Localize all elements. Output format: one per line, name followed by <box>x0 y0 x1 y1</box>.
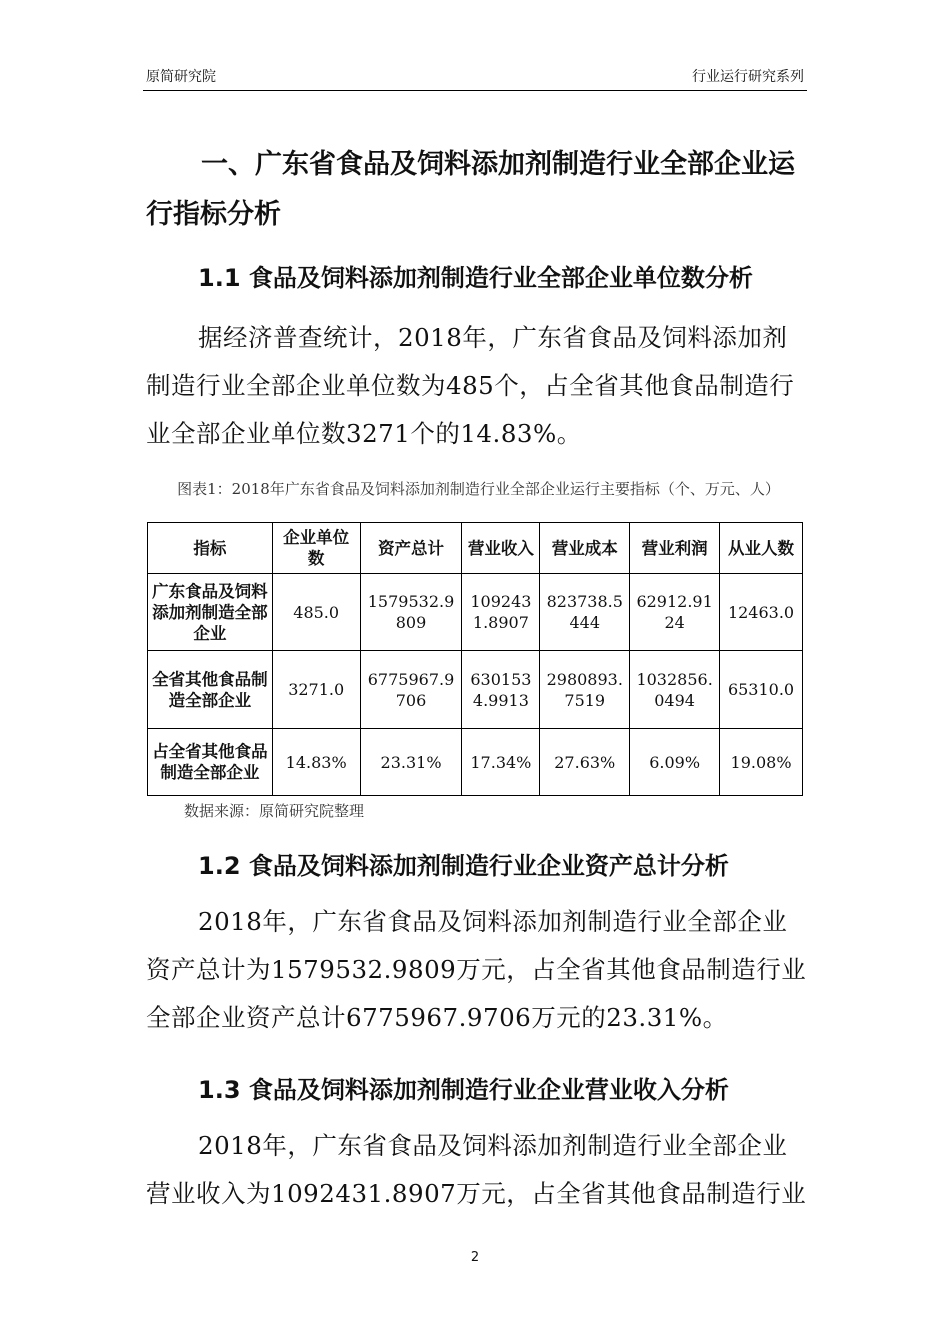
header-cell: 营业利润 <box>630 523 720 574</box>
cell: 27.63% <box>540 729 630 796</box>
cell: 14.83% <box>272 729 360 796</box>
cell: 23.31% <box>360 729 462 796</box>
header-right: 行业运行研究系列 <box>692 69 804 85</box>
paragraph: 2018年，广东省食品及饲料添加剂制造行业全部企业营业收入为1092431.8907万元，占全省其他食品制造行业 <box>146 1131 807 1208</box>
header-left: 原简研究院 <box>146 69 216 85</box>
table-source: 数据来源：原简研究院整理 <box>184 802 365 820</box>
paragraph: 2018年，广东省食品及饲料添加剂制造行业全部企业资产总计为1579532.9809万元，占全省其他食品制造行业全部企业资产总计6775967.9706万元的23.31%。 <box>146 907 807 1032</box>
table-row <box>148 729 803 796</box>
header-cell: 企业单位数 <box>272 523 360 574</box>
page-number: 2 <box>470 1250 480 1265</box>
cell: 19.08% <box>720 729 803 796</box>
section-heading: 1.1 食品及饲料添加剂制造行业全部企业单位数分析 <box>198 264 753 292</box>
indicators-table <box>147 522 803 796</box>
cell: 65310.0 <box>720 651 803 729</box>
header-divider <box>143 90 807 91</box>
chapter-title: 一、广东省食品及饲料添加剂制造行业全部企业运行指标分析 <box>146 149 795 230</box>
cell: 485.0 <box>272 574 360 651</box>
cell: 6301534.9913 <box>462 651 540 729</box>
header-cell: 资产总计 <box>360 523 462 574</box>
row-label: 全省其他食品制造全部企业 <box>148 651 273 729</box>
header-cell: 指标 <box>148 523 273 574</box>
cell: 12463.0 <box>720 574 803 651</box>
cell: 17.34% <box>462 729 540 796</box>
table-row <box>148 574 803 651</box>
cell: 3271.0 <box>272 651 360 729</box>
paragraph: 据经济普查统计，2018年，广东省食品及饲料添加剂制造行业全部企业单位数为485个，占全省其他食品制造行业全部企业单位数3271个的14.83%。 <box>146 323 795 448</box>
row-label: 广东食品及饲料添加剂制造全部企业 <box>148 574 273 651</box>
cell: 1092431.8907 <box>462 574 540 651</box>
table-caption: 图表1：2018年广东省食品及饲料添加剂制造行业全部企业运行主要指标（个、万元、人） <box>177 480 780 498</box>
row-label: 占全省其他食品制造全部企业 <box>148 729 273 796</box>
header-cell: 营业收入 <box>462 523 540 574</box>
header-cell: 营业成本 <box>540 523 630 574</box>
header-cell: 从业人数 <box>720 523 803 574</box>
section-heading: 1.3 食品及饲料添加剂制造行业企业营业收入分析 <box>198 1076 729 1104</box>
table-row <box>148 651 803 729</box>
cell: 2980893.7519 <box>540 651 630 729</box>
cell: 1032856.0494 <box>630 651 720 729</box>
cell: 62912.9124 <box>630 574 720 651</box>
cell: 823738.5444 <box>540 574 630 651</box>
cell: 1579532.9809 <box>360 574 462 651</box>
cell: 6775967.9706 <box>360 651 462 729</box>
table-header-row <box>148 523 803 574</box>
cell: 6.09% <box>630 729 720 796</box>
section-heading: 1.2 食品及饲料添加剂制造行业企业资产总计分析 <box>198 852 729 880</box>
